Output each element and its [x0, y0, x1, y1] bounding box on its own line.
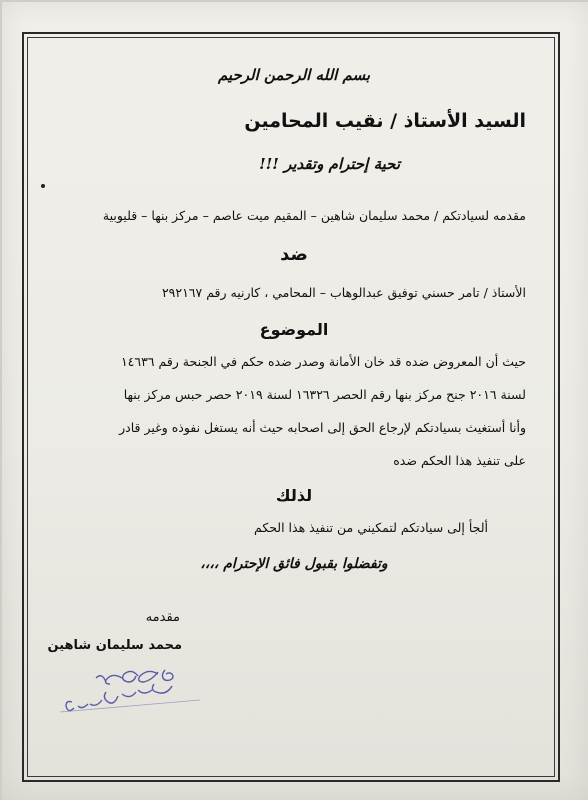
body-line-4: على تنفيذ هذا الحكم ضده: [393, 453, 526, 468]
from-line: مقدمه لسيادتكم / محمد سليمان شاهين – المقيم ميت عاصم – مركز بنها – قليوبية: [102, 208, 526, 223]
greeting: تحية إحترام وتقدير !!!: [259, 155, 400, 173]
handwritten-signature: [60, 656, 210, 726]
signature-name: محمد سليمان شاهين: [47, 638, 182, 653]
body-line-2: لسنة ٢٠١٦ جنح مركز بنها رقم الحصر ١٦٣٢٦ لسنة ٢٠١٩ حصر حبس مركز بنها: [123, 387, 526, 402]
body-line-1: حيث أن المعروض ضده قد خان الأمانة وصدر ضده حكم في الجنحة رقم ١٤٦٣٦: [120, 354, 526, 369]
stray-mark: [41, 184, 45, 188]
addressee: السيد الأستاذ / نقيب المحامين: [244, 110, 526, 132]
defendant-line: الأستاذ / تامر حسني توفيق عبدالوهاب – المحامي ، كارنيه رقم ٢٩٢١٦٧: [161, 285, 526, 300]
basmala: بسم الله الرحمن الرحيم: [217, 66, 371, 84]
signature-label: مقدمه: [145, 610, 180, 625]
therefore-heading: لذلك: [275, 486, 313, 505]
subject-heading: الموضوع: [259, 320, 329, 339]
request-line: ألجأ إلى سيادتكم لتمكيني من تنفيذ هذا الحكم: [254, 520, 488, 535]
body-line-3: وأنا أستغيث بسيادتكم لإرجاع الحق إلى اصحابه حيث أنه يستغل نفوذه وغير قادر: [119, 420, 526, 435]
against-heading: ضد: [280, 244, 308, 265]
closing-line: وتفضلوا بقبول فائق الإحترام ،،،،: [200, 556, 388, 572]
